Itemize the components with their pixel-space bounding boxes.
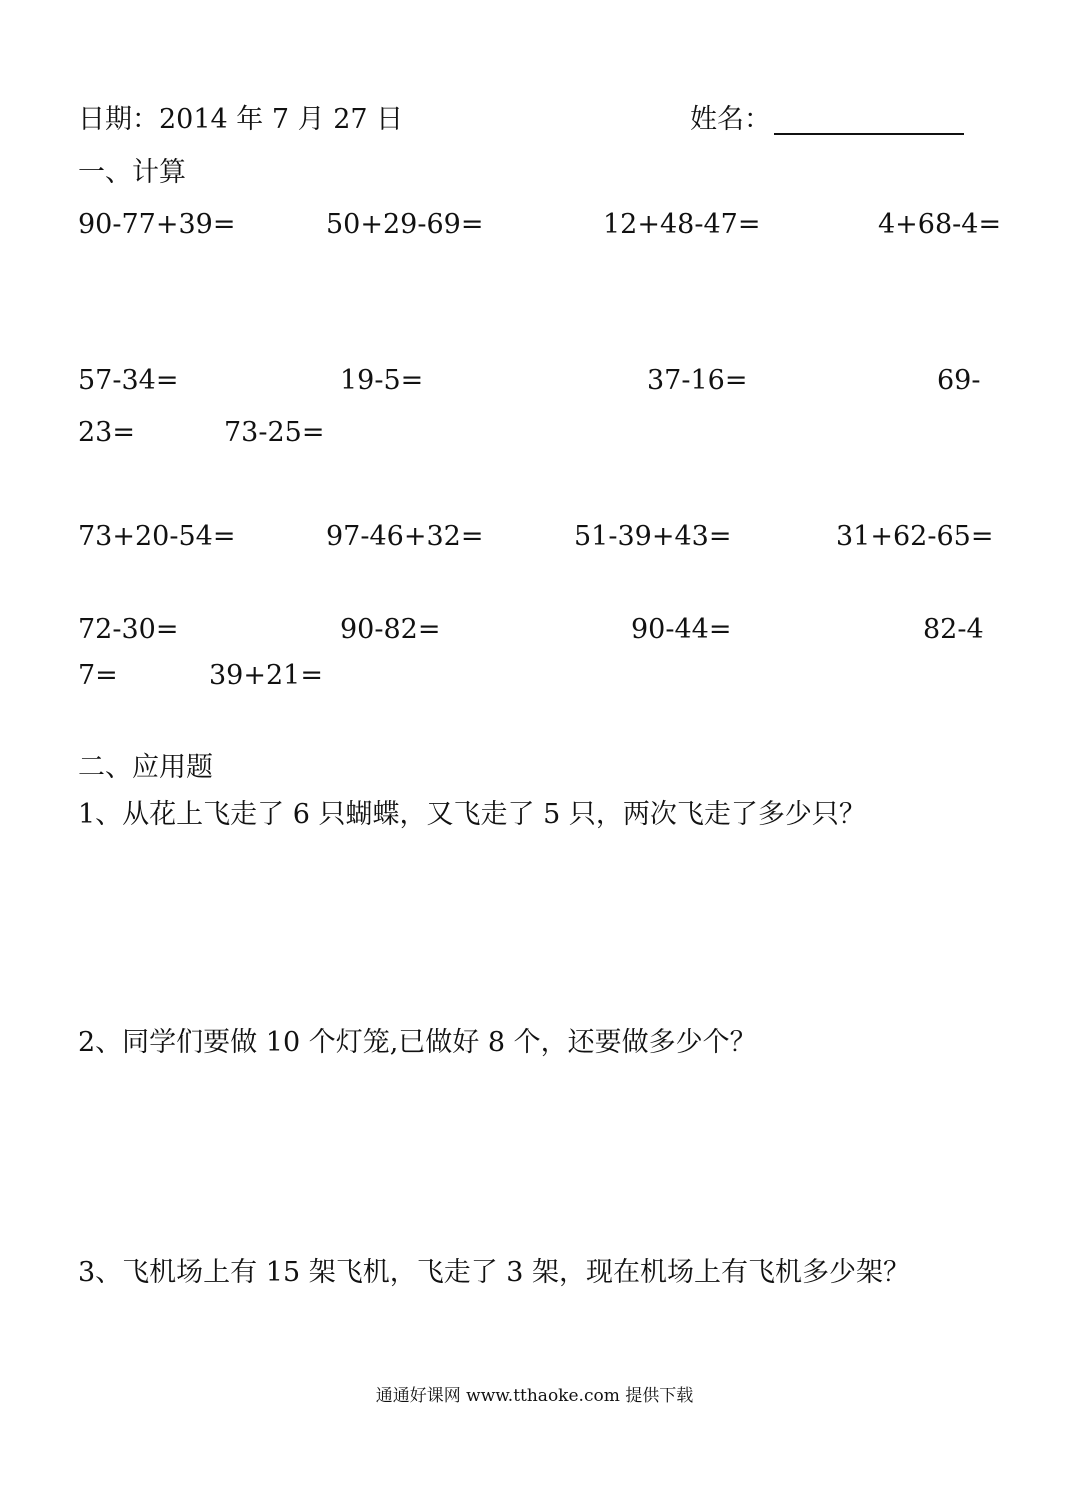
calc-problem: 7= <box>78 660 118 691</box>
calc-problem: 19-5= <box>340 365 424 396</box>
name-blank-line[interactable] <box>774 133 964 135</box>
calc-problem: 12+48-47= <box>603 209 761 240</box>
calc-problem: 4+68-4= <box>878 209 1002 240</box>
section-1-title: 一、计算 <box>78 157 186 188</box>
word-problem: 1、从花上飞走了 6 只蝴蝶，又飞走了 5 只，两次飞走了多少只？ <box>78 799 866 830</box>
date-label: 日期：2014 年 7 月 27 日 <box>78 104 404 135</box>
calc-problem: 57-34= <box>78 365 179 396</box>
calc-problem: 37-16= <box>647 365 748 396</box>
calc-problem: 69- <box>937 365 981 396</box>
calc-problem: 50+29-69= <box>326 209 484 240</box>
calc-problem: 73-25= <box>224 417 325 448</box>
section-2-title: 二、应用题 <box>78 752 213 783</box>
calc-problem: 90-82= <box>340 614 441 645</box>
calc-problem: 31+62-65= <box>836 521 994 552</box>
word-problem: 2、同学们要做 10 个灯笼,已做好 8 个，还要做多少个？ <box>78 1027 757 1058</box>
calc-problem: 82-4 <box>923 614 984 645</box>
footer-credit: 通通好课网 www.tthaoke.com 提供下载 <box>375 1386 694 1406</box>
calc-problem: 72-30= <box>78 614 179 645</box>
calc-problem: 97-46+32= <box>326 521 484 552</box>
calc-problem: 90-77+39= <box>78 209 236 240</box>
calc-problem: 90-44= <box>631 614 732 645</box>
word-problem: 3、飞机场上有 15 架飞机，飞走了 3 架，现在机场上有飞机多少架？ <box>78 1257 911 1288</box>
calc-problem: 39+21= <box>209 660 323 691</box>
calc-problem: 73+20-54= <box>78 521 236 552</box>
name-label: 姓名： <box>690 104 771 135</box>
calc-problem: 23= <box>78 417 135 448</box>
calc-problem: 51-39+43= <box>574 521 732 552</box>
